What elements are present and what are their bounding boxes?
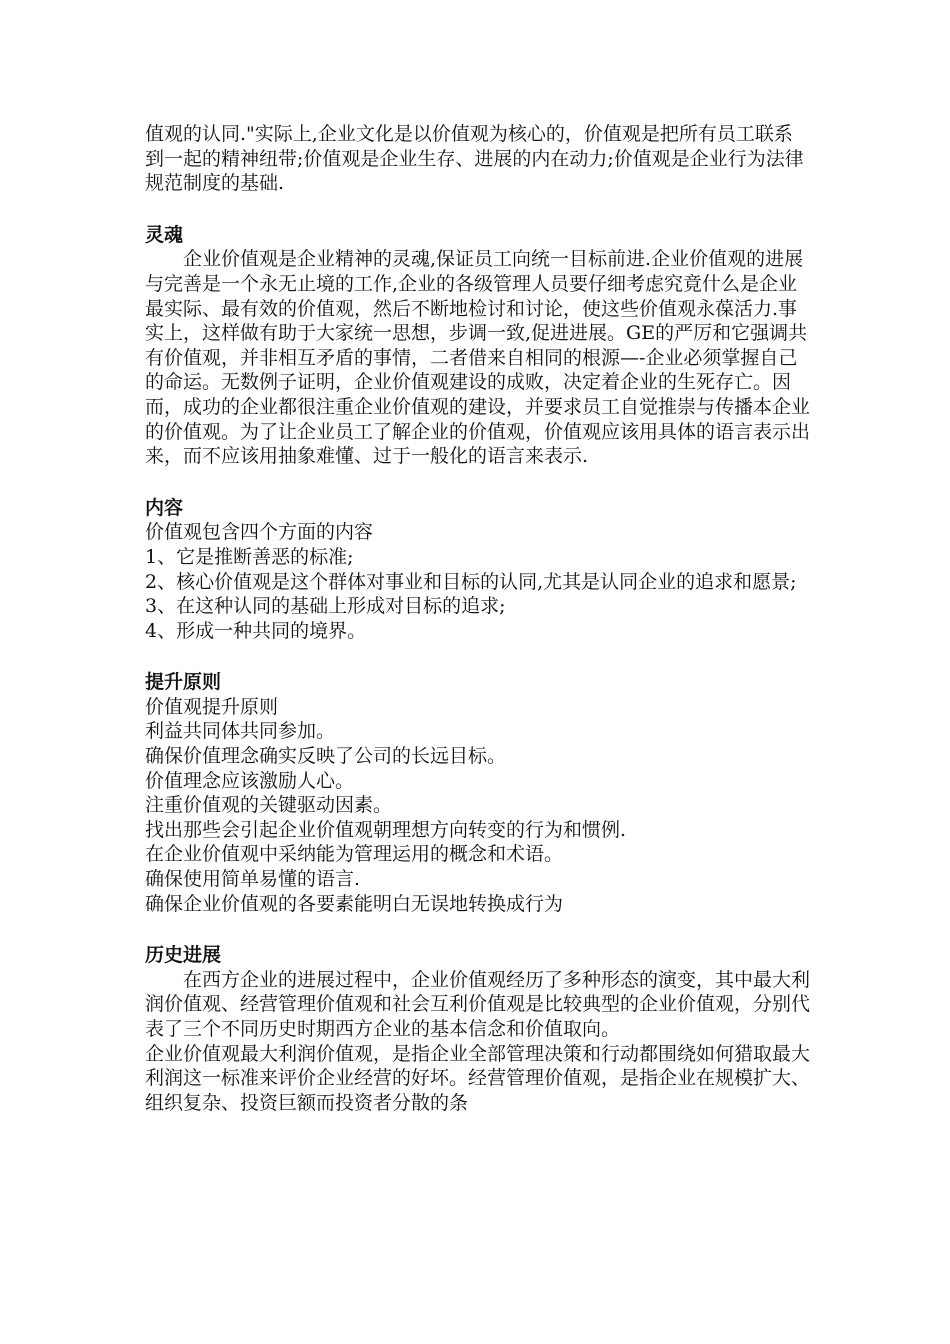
content-line: 4、形成一种共同的境界。 xyxy=(145,619,367,642)
section-content xyxy=(145,496,810,644)
principle-line: 注重价值观的关键驱动因素。 xyxy=(145,794,393,817)
content-line: 1、它是推断善恶的标准; xyxy=(145,545,354,568)
content-line: 价值观包含四个方面的内容 xyxy=(145,521,374,544)
heading-history: 历史进展 xyxy=(145,944,222,967)
heading-principles: 提升原则 xyxy=(145,671,222,694)
content-line: 2、核心价值观是这个群体对事业和目标的认同,尤其是认同企业的追求和愿景; xyxy=(145,570,797,593)
heading-content: 内容 xyxy=(145,496,184,519)
principle-line: 在企业价值观中采纳能为管理运用的概念和术语。 xyxy=(145,843,564,866)
section-principles xyxy=(145,670,810,916)
principle-line: 利益共同体共同参加。 xyxy=(145,720,336,743)
heading-soul: 灵魂 xyxy=(145,223,184,246)
intro-paragraph: 值观的认同."实际上,企业文化是以价值观为核心的，价值观是把所有员工联系到一起的精神纽带;价值观是企业生存、进展的内在动力;价值观是企业行为法律规范制度的基础. xyxy=(145,123,804,195)
section-soul xyxy=(145,223,810,469)
history-paragraph-1: 在西方企业的进展过程中，企业价值观经历了多种形态的演变，其中最大利润价值观、经营管理价值观和社会互利价值观是比较典型的企业价值观，分别代表了三个不同历史时期西方企业的基本信念和价值取向。 xyxy=(145,968,811,1040)
principle-line: 确保价值理念确实反映了公司的长远目标。 xyxy=(145,745,507,768)
content-line: 3、在这种认同的基础上形成对目标的追求; xyxy=(145,595,506,618)
principle-line: 确保企业价值观的各要素能明白无误地转换成行为 xyxy=(145,892,564,915)
principle-line: 价值观提升原则 xyxy=(145,695,279,718)
section-history xyxy=(145,943,810,1115)
principle-line: 找出那些会引起企业价值观朝理想方向转变的行为和惯例. xyxy=(145,818,627,841)
soul-paragraph: 企业价值观是企业精神的灵魂,保证员工向统一目标前进.企业价值观的进展与完善是一个永无止境的工作,企业的各级管理人员要仔细考虑究竟什么是企业最实际、最有效的价值观，然后不断地检讨和讨论，使这些价值观永葆活力.事实上，这样做有助于大家统一思想，步调一致,促进进展。GE的严厉和它强调共有价值观，并非相互矛盾的事情，二者借来自相同的根源—-企业必须掌握自己的命运。无数例子证明，企业价值观建设的成败，决定着企业的生死存亡。因而，成功的企业都很注重企业价值观的建设，并要求员工自觉推崇与传播本企业的价值观。为了让企业员工了解企业的价值观，价值观应该用具体的语言表示出来，而不应该用抽象难懂、过于一般化的语言来表示. xyxy=(145,248,811,468)
principle-line: 确保使用简单易懂的语言. xyxy=(145,868,361,891)
history-paragraph-2: 企业价值观最大利润价值观，是指企业全部管理决策和行动都围绕如何猎取最大利润这一标准来评价企业经营的好坏。经营管理价值观，是指企业在规模扩大、组织复杂、投资巨额而投资者分散的条 xyxy=(145,1042,811,1114)
principle-line: 价值理念应该激励人心。 xyxy=(145,769,355,792)
document-page xyxy=(145,122,810,1115)
